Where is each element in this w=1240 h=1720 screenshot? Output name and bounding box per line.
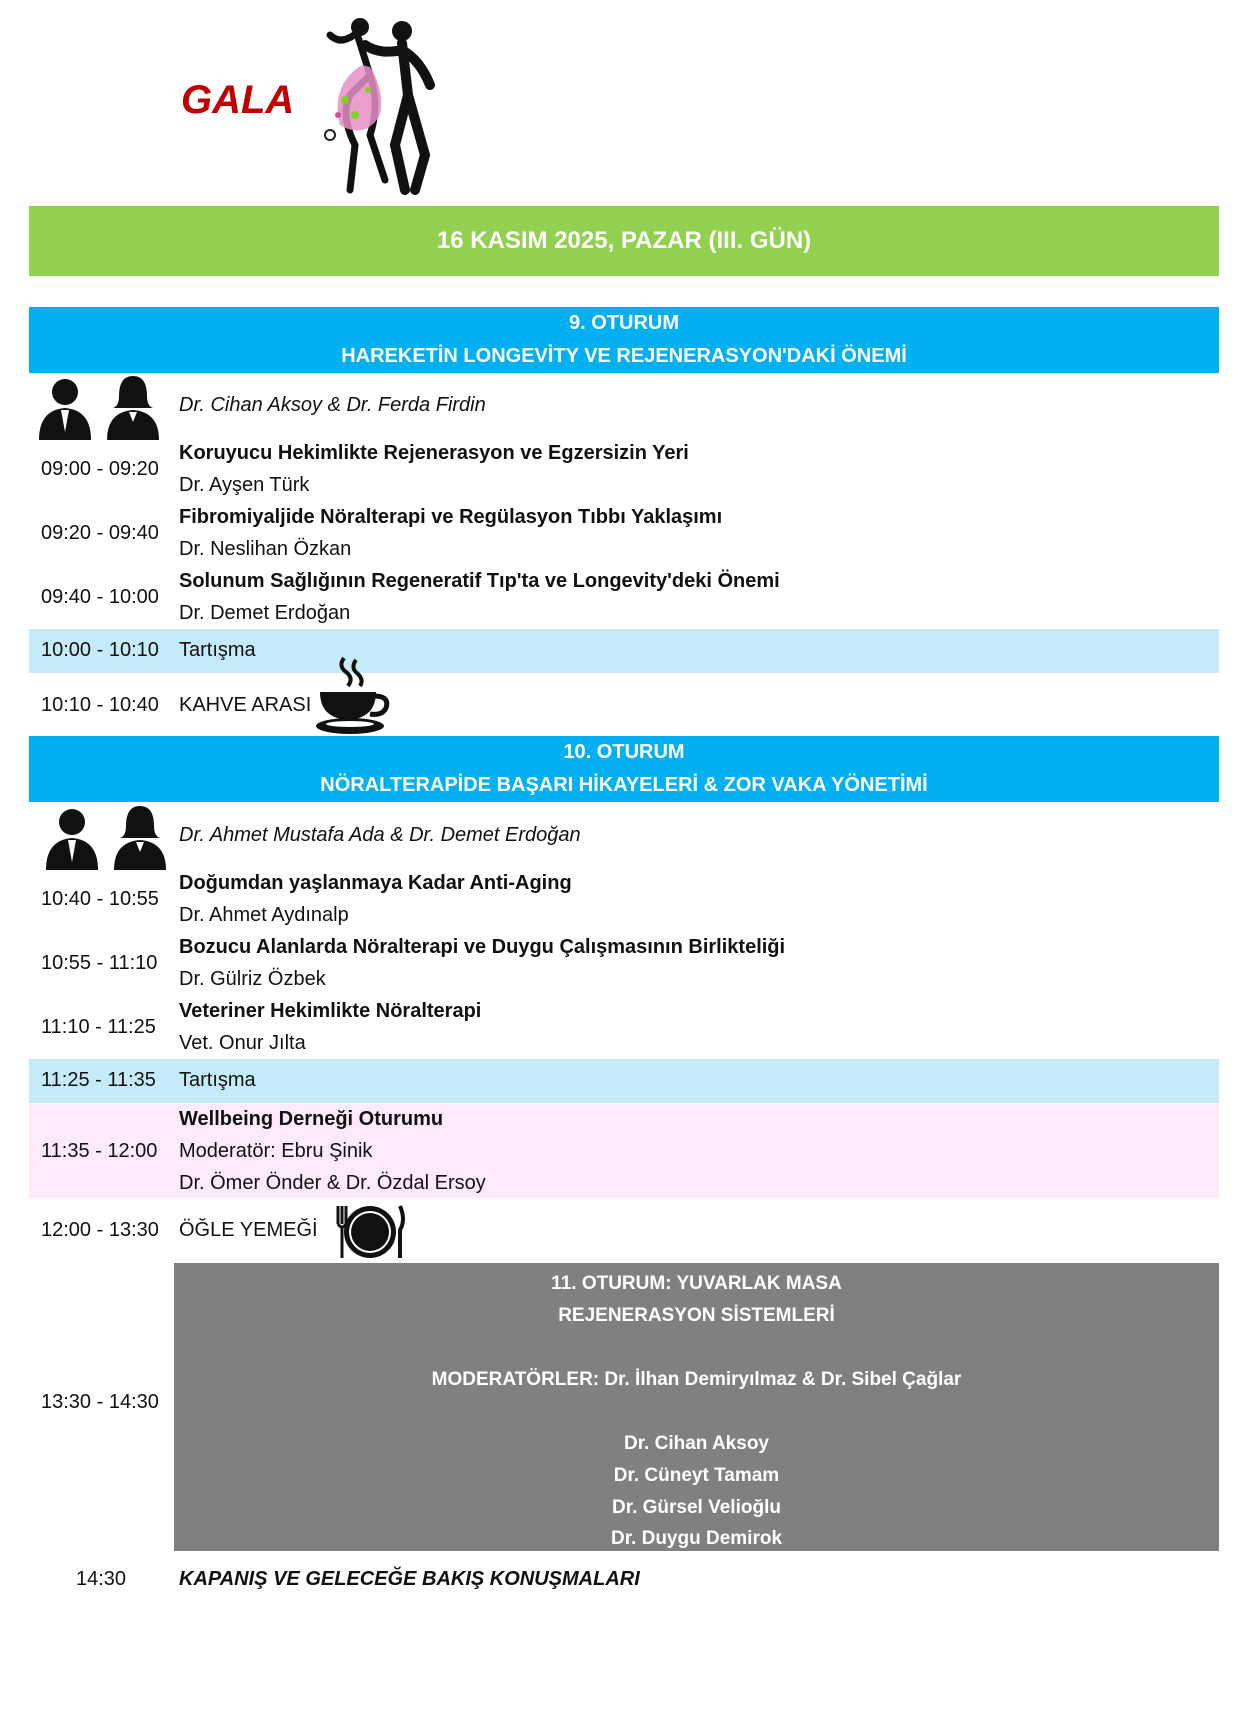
coffee-label: KAHVE ARASI	[179, 694, 312, 716]
plate-cutlery-icon	[332, 1202, 408, 1262]
panelist: Dr. Cüneyt Tamam	[613, 1465, 780, 1486]
wellbeing-time: 11:35 - 12:00	[41, 1140, 158, 1162]
talk-title: Bozucu Alanlarda Nöralterapi ve Duygu Çalışmasının Birlikteliği	[179, 936, 786, 958]
day-title-band: 16 KASIM 2025, PAZAR (III. GÜN)	[29, 206, 1219, 276]
talk-title: Solunum Sağlığının Regeneratif Tıp'ta ve Longevity'deki Önemi	[179, 570, 780, 592]
talk-speaker: Dr. Demet Erdoğan	[179, 602, 351, 624]
session-11-title: 11. OTURUM: YUVARLAK MASA	[551, 1273, 842, 1294]
panelist: Dr. Duygu Demirok	[610, 1528, 783, 1549]
session-11-time: 13:30 - 14:30	[41, 1391, 159, 1413]
session-11-subtitle: REJENERASYON SİSTEMLERİ	[558, 1305, 835, 1326]
talk-time: 09:00 - 09:20	[41, 458, 159, 480]
session-11-moderators: MODERATÖRLER: Dr. İlhan Demiryılmaz & Dr. Sibel Çağlar	[431, 1369, 962, 1390]
chair-icons	[33, 374, 163, 440]
wellbeing-row	[29, 1104, 1219, 1198]
coffee-time: 10:10 - 10:40	[41, 694, 159, 716]
talk-time: 10:40 - 10:55	[41, 888, 159, 910]
talk-title: Doğumdan yaşlanmaya Kadar Anti-Aging	[179, 872, 572, 894]
wellbeing-moderator: Moderatör: Ebru Şinik	[179, 1140, 373, 1162]
lunch-label: ÖĞLE YEMEĞİ	[179, 1219, 318, 1241]
dancing-couple-icon	[310, 5, 455, 195]
talk-speaker: Dr. Neslihan Özkan	[179, 538, 352, 560]
gala-label: GALA	[181, 78, 295, 122]
female-person-icon	[107, 376, 159, 440]
discussion-row	[29, 629, 1219, 673]
discussion-label: Tartışma	[179, 639, 256, 661]
talk-row	[29, 502, 1219, 566]
talk-title: Veteriner Hekimlikte Nöralterapi	[179, 1000, 482, 1022]
closing-label: KAPANIŞ VE GELECEĞE BAKIŞ KONUŞMALARI	[179, 1568, 640, 1590]
wellbeing-speakers: Dr. Ömer Önder & Dr. Özdal Ersoy	[179, 1172, 486, 1194]
session-9-chairs: Dr. Cihan Aksoy & Dr. Ferda Firdin	[179, 394, 486, 416]
talk-time: 10:55 - 11:10	[41, 952, 158, 974]
discussion-label: Tartışma	[179, 1069, 256, 1091]
female-person-icon	[114, 806, 166, 870]
session-10-number: 10. OTURUM	[563, 741, 685, 763]
session-11-box	[174, 1263, 1219, 1551]
talk-time: 09:40 - 10:00	[41, 586, 159, 608]
discussion-time: 11:25 - 11:35	[41, 1069, 156, 1091]
talk-row	[29, 438, 1219, 502]
closing-time: 14:30	[76, 1568, 127, 1590]
session-9-header	[29, 307, 1219, 373]
session-9-number: 9. OTURUM	[569, 312, 679, 334]
talk-speaker: Dr. Ayşen Türk	[179, 474, 310, 496]
discussion-row	[29, 1059, 1219, 1103]
talk-title: Koruyucu Hekimlikte Rejenerasyon ve Egzersizin Yeri	[179, 442, 689, 464]
lunch-row	[29, 1200, 1219, 1262]
talk-row	[29, 868, 1219, 932]
wellbeing-title: Wellbeing Derneği Oturumu	[179, 1108, 444, 1130]
session-10-title: NÖRALTERAPİDE BAŞARI HİKAYELERİ & ZOR VAKA YÖNETİMİ	[320, 774, 928, 796]
talk-time: 11:10 - 11:25	[41, 1016, 156, 1038]
panelist: Dr. Gürsel Velioğlu	[612, 1497, 781, 1518]
talk-time: 09:20 - 09:40	[41, 522, 159, 544]
session-10-chairs: Dr. Ahmet Mustafa Ada & Dr. Demet Erdoğan	[179, 824, 581, 846]
discussion-time: 10:00 - 10:10	[41, 639, 159, 661]
male-person-icon	[46, 809, 98, 870]
coffee-break-row	[29, 674, 1219, 736]
male-person-icon	[39, 379, 91, 440]
talk-speaker: Dr. Gülriz Özbek	[179, 968, 326, 990]
talk-speaker: Vet. Onur Jılta	[179, 1032, 306, 1054]
session-9-title: HAREKETİN LONGEVİTY VE REJENERASYON'DAKİ ÖNEMİ	[341, 345, 907, 367]
session-10-header	[29, 736, 1219, 802]
panelist: Dr. Cihan Aksoy	[623, 1433, 769, 1454]
lunch-time: 12:00 - 13:30	[41, 1219, 159, 1241]
talk-row	[29, 996, 1219, 1060]
talk-row	[29, 932, 1219, 996]
talk-row	[29, 566, 1219, 630]
talk-speaker: Dr. Ahmet Aydınalp	[179, 904, 349, 926]
talk-title: Fibromiyaljide Nöralterapi ve Regülasyon Tıbbı Yaklaşımı	[179, 506, 723, 528]
chair-icons	[40, 804, 170, 870]
coffee-cup-icon	[314, 654, 394, 736]
